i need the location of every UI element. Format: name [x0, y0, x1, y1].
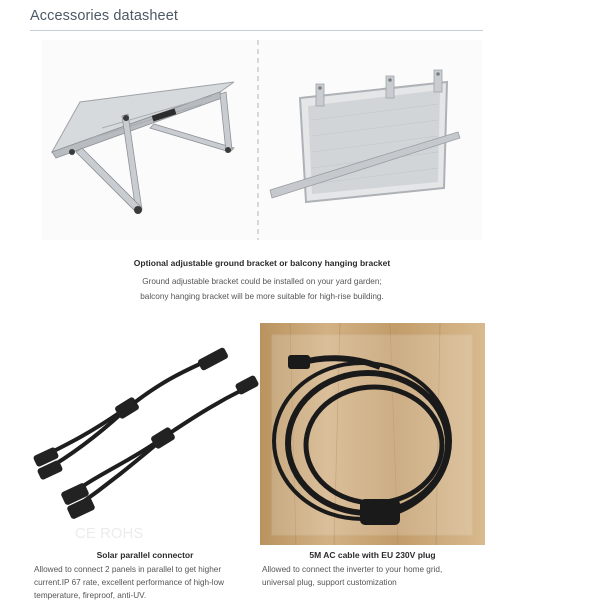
cable-description-line-1: Allowed to connect the inverter to your home grid, — [262, 565, 443, 574]
eu-plug — [360, 499, 400, 525]
connector-image-panel — [30, 323, 260, 545]
cable-description-line-2: universal plug, support customization — [262, 578, 397, 587]
bracket-image-panel — [42, 40, 482, 240]
brackets-description-line-1: Ground adjustable bracket could be installed on your yard garden; — [142, 277, 382, 286]
cable-image-panel — [260, 323, 485, 545]
brackets-description-line-2: balcony hanging bracket will be more suitable for high-rise building. — [140, 292, 384, 301]
connector-description-line-1: Allowed to connect 2 panels in parallel to get higher — [34, 565, 222, 574]
page-title: Accessories datasheet — [30, 8, 178, 24]
brackets-caption-title: Optional adjustable ground bracket or balcony hanging bracket — [133, 258, 391, 268]
cable-caption-title: 5M AC cable with EU 230V plug — [309, 550, 436, 560]
connector-watermark: CE ROHS — [75, 525, 144, 542]
ground-bracket-illustration — [52, 82, 234, 214]
header-divider — [30, 30, 483, 31]
cable-connector — [288, 355, 310, 369]
connector-description-line-2: current.IP 67 rate, excellent performance of high-low — [34, 578, 225, 587]
connector-caption-title: Solar parallel connector — [96, 550, 194, 560]
balcony-bracket-illustration — [270, 70, 460, 202]
connector-description-line-3: temperature, fireproof, anti-UV. — [34, 591, 147, 600]
parallel-connector-illustration — [33, 347, 260, 520]
